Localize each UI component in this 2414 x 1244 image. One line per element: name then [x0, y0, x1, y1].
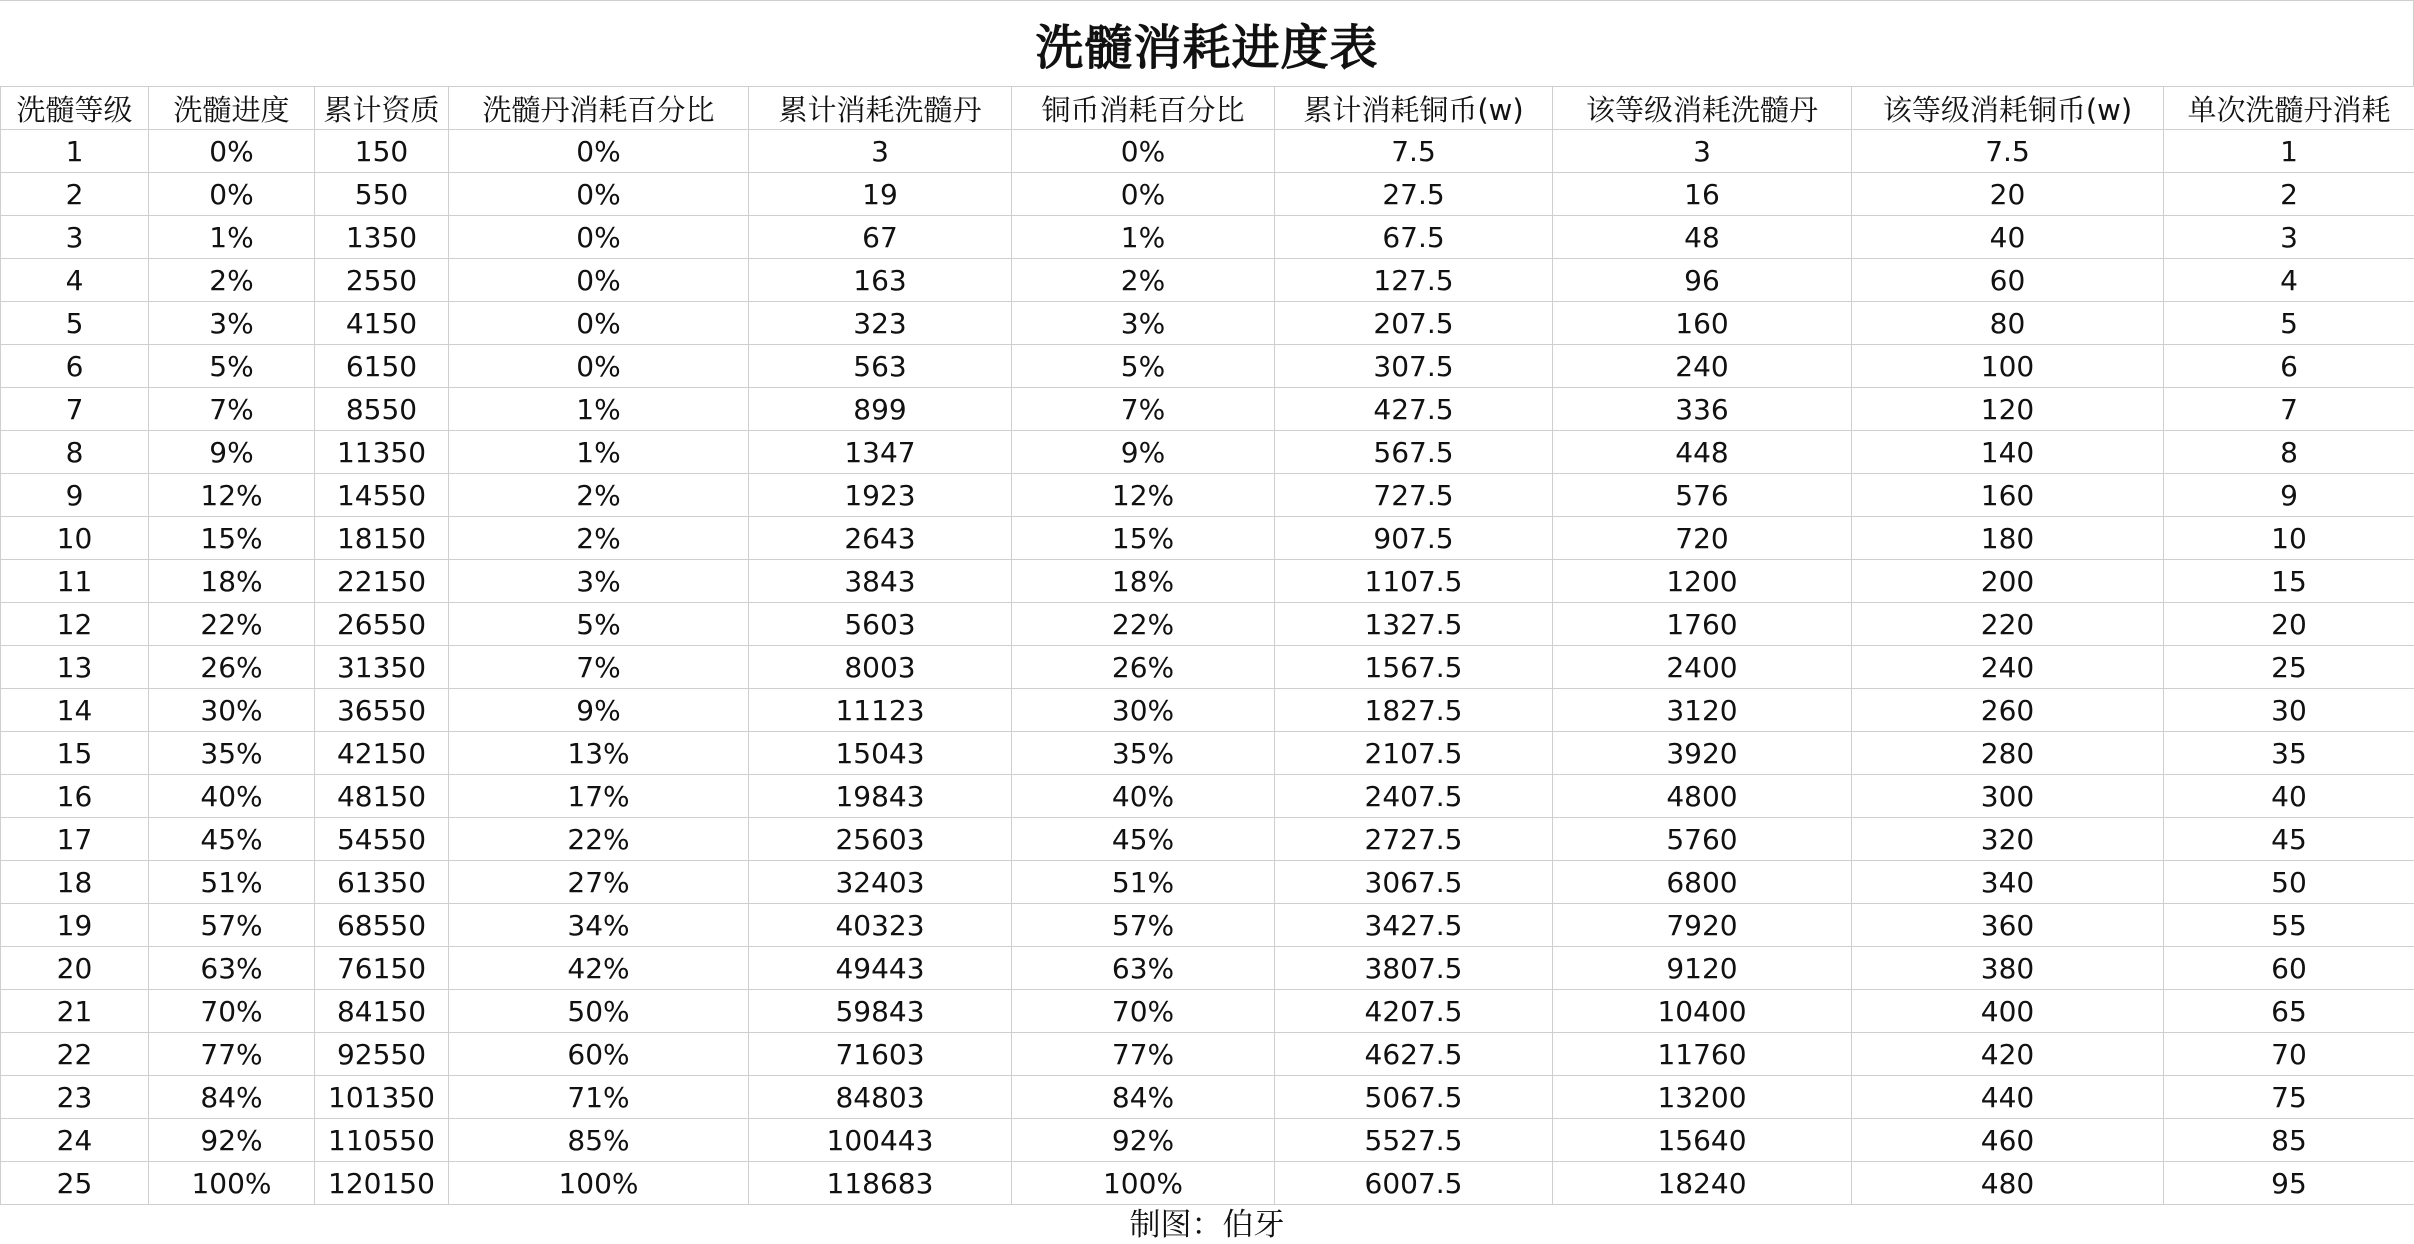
table-cell: 4207.5 — [1275, 990, 1553, 1033]
table-cell: 7.5 — [1275, 130, 1553, 173]
table-cell: 13200 — [1553, 1076, 1852, 1119]
table-cell: 13% — [449, 732, 749, 775]
table-cell: 15640 — [1553, 1119, 1852, 1162]
table-cell: 30% — [1012, 689, 1275, 732]
table-header-row — [1, 87, 2414, 130]
table-cell: 65 — [2164, 990, 2414, 1033]
table-cell: 340 — [1852, 861, 2164, 904]
table-cell: 60 — [1852, 259, 2164, 302]
table-cell: 50% — [449, 990, 749, 1033]
table-cell: 45% — [1012, 818, 1275, 861]
table-cell: 18150 — [315, 517, 449, 560]
table-cell: 907.5 — [1275, 517, 1553, 560]
table-cell: 240 — [1553, 345, 1852, 388]
table-cell: 92550 — [315, 1033, 449, 1076]
table-row — [1, 474, 2414, 517]
table-cell: 61350 — [315, 861, 449, 904]
table-cell: 42150 — [315, 732, 449, 775]
table-row — [1, 603, 2414, 646]
table-cell: 11760 — [1553, 1033, 1852, 1076]
table-cell: 84% — [149, 1076, 315, 1119]
table-cell: 5% — [449, 603, 749, 646]
table-cell: 10400 — [1553, 990, 1852, 1033]
table-row — [1, 560, 2414, 603]
table-cell: 3% — [449, 560, 749, 603]
table-cell: 35% — [1012, 732, 1275, 775]
table-cell: 163 — [749, 259, 1012, 302]
table-cell: 40% — [149, 775, 315, 818]
table-cell: 120 — [1852, 388, 2164, 431]
table-cell: 0% — [449, 173, 749, 216]
table-cell: 2 — [1, 173, 149, 216]
table-cell: 51% — [1012, 861, 1275, 904]
table-cell: 12% — [1012, 474, 1275, 517]
table-row — [1, 130, 2414, 173]
table-cell: 480 — [1852, 1162, 2164, 1205]
table-cell: 427.5 — [1275, 388, 1553, 431]
table-cell: 25 — [2164, 646, 2414, 689]
table-cell: 18% — [1012, 560, 1275, 603]
footer-credit: 制图：伯牙 — [0, 1200, 2414, 1242]
table-cell: 0% — [449, 130, 749, 173]
table-cell: 59843 — [749, 990, 1012, 1033]
table-cell: 1 — [2164, 130, 2414, 173]
table-cell: 3 — [1, 216, 149, 259]
table-cell: 720 — [1553, 517, 1852, 560]
table-cell: 14 — [1, 689, 149, 732]
table-row — [1, 689, 2414, 732]
table-cell: 12 — [1, 603, 149, 646]
table-cell: 70% — [1012, 990, 1275, 1033]
table-cell: 260 — [1852, 689, 2164, 732]
table-cell: 27.5 — [1275, 173, 1553, 216]
table-cell: 160 — [1852, 474, 2164, 517]
table-cell: 0% — [149, 173, 315, 216]
table-cell: 15 — [2164, 560, 2414, 603]
table-cell: 92% — [149, 1119, 315, 1162]
table-cell: 140 — [1852, 431, 2164, 474]
table-row — [1, 646, 2414, 689]
table-cell: 5067.5 — [1275, 1076, 1553, 1119]
table-cell: 22% — [149, 603, 315, 646]
table-cell: 2643 — [749, 517, 1012, 560]
table-cell: 1923 — [749, 474, 1012, 517]
table-cell: 420 — [1852, 1033, 2164, 1076]
table-cell: 3920 — [1553, 732, 1852, 775]
table-cell: 18% — [149, 560, 315, 603]
table-cell: 7% — [149, 388, 315, 431]
table-cell: 4 — [2164, 259, 2414, 302]
table-cell: 45% — [149, 818, 315, 861]
table-cell: 11350 — [315, 431, 449, 474]
table-cell: 440 — [1852, 1076, 2164, 1119]
header-cumulative-coins: 累计消耗铜币(w) — [1275, 87, 1553, 130]
table-cell: 30 — [2164, 689, 2414, 732]
table-cell: 15043 — [749, 732, 1012, 775]
table-row — [1, 775, 2414, 818]
table-cell: 15% — [149, 517, 315, 560]
table-cell: 899 — [749, 388, 1012, 431]
header-progress: 洗髓进度 — [149, 87, 315, 130]
table-body — [1, 130, 2414, 1205]
table-cell: 7% — [1012, 388, 1275, 431]
table-cell: 3807.5 — [1275, 947, 1553, 990]
table-cell: 0% — [449, 345, 749, 388]
table-cell: 2407.5 — [1275, 775, 1553, 818]
table-row — [1, 904, 2414, 947]
table-cell: 6 — [1, 345, 149, 388]
table-cell: 26550 — [315, 603, 449, 646]
table-cell: 280 — [1852, 732, 2164, 775]
table-row — [1, 388, 2414, 431]
table-cell: 8003 — [749, 646, 1012, 689]
table-cell: 40323 — [749, 904, 1012, 947]
table-cell: 60% — [449, 1033, 749, 1076]
table-cell: 35 — [2164, 732, 2414, 775]
table-cell: 40% — [1012, 775, 1275, 818]
table-cell: 26% — [1012, 646, 1275, 689]
table-cell: 95 — [2164, 1162, 2414, 1205]
header-level-pills: 该等级消耗洗髓丹 — [1553, 87, 1852, 130]
table-cell: 2727.5 — [1275, 818, 1553, 861]
table-cell: 9 — [1, 474, 149, 517]
header-level-coins: 该等级消耗铜币(w) — [1852, 87, 2164, 130]
table-cell: 55 — [2164, 904, 2414, 947]
table-cell: 1% — [149, 216, 315, 259]
table-cell: 18240 — [1553, 1162, 1852, 1205]
table-cell: 32403 — [749, 861, 1012, 904]
table-cell: 9% — [449, 689, 749, 732]
table-cell: 100% — [149, 1162, 315, 1205]
table-cell: 77% — [149, 1033, 315, 1076]
table-cell: 48150 — [315, 775, 449, 818]
table-cell: 3 — [749, 130, 1012, 173]
table-cell: 3% — [1012, 302, 1275, 345]
table-row — [1, 861, 2414, 904]
table-cell: 1567.5 — [1275, 646, 1553, 689]
table-cell: 220 — [1852, 603, 2164, 646]
table-cell: 10 — [1, 517, 149, 560]
table-cell: 35% — [149, 732, 315, 775]
table-cell: 5603 — [749, 603, 1012, 646]
table-cell: 3% — [149, 302, 315, 345]
table-row — [1, 732, 2414, 775]
table-row — [1, 216, 2414, 259]
table-cell: 85 — [2164, 1119, 2414, 1162]
table-cell: 101350 — [315, 1076, 449, 1119]
table-cell: 21 — [1, 990, 149, 1033]
table-cell: 100 — [1852, 345, 2164, 388]
table-cell: 57% — [149, 904, 315, 947]
table-cell: 320 — [1852, 818, 2164, 861]
table-cell: 9% — [149, 431, 315, 474]
table-cell: 84% — [1012, 1076, 1275, 1119]
table-row — [1, 1119, 2414, 1162]
table-cell: 1% — [1012, 216, 1275, 259]
table-cell: 576 — [1553, 474, 1852, 517]
table-row — [1, 173, 2414, 216]
table-cell: 80 — [1852, 302, 2164, 345]
header-cumulative-pills: 累计消耗洗髓丹 — [749, 87, 1012, 130]
table-cell: 7920 — [1553, 904, 1852, 947]
table-cell: 71603 — [749, 1033, 1012, 1076]
table-cell: 18 — [1, 861, 149, 904]
table-cell: 6800 — [1553, 861, 1852, 904]
table-cell: 40 — [1852, 216, 2164, 259]
table-cell: 2400 — [1553, 646, 1852, 689]
table-cell: 100% — [1012, 1162, 1275, 1205]
table-cell: 13 — [1, 646, 149, 689]
table-cell: 70 — [2164, 1033, 2414, 1076]
table-cell: 240 — [1852, 646, 2164, 689]
table-cell: 8550 — [315, 388, 449, 431]
table-cell: 49443 — [749, 947, 1012, 990]
table-cell: 550 — [315, 173, 449, 216]
table-cell: 31350 — [315, 646, 449, 689]
table-cell: 6150 — [315, 345, 449, 388]
table-cell: 45 — [2164, 818, 2414, 861]
table-cell: 3120 — [1553, 689, 1852, 732]
table-cell: 16 — [1, 775, 149, 818]
table-cell: 16 — [1553, 173, 1852, 216]
table-cell: 84803 — [749, 1076, 1012, 1119]
table-cell: 48 — [1553, 216, 1852, 259]
table-cell: 54550 — [315, 818, 449, 861]
table-cell: 5 — [1, 302, 149, 345]
table-cell: 19843 — [749, 775, 1012, 818]
progress-table — [0, 86, 2414, 1205]
table-row — [1, 259, 2414, 302]
table-cell: 92% — [1012, 1119, 1275, 1162]
table-cell: 67 — [749, 216, 1012, 259]
table-row — [1, 947, 2414, 990]
table-cell: 120150 — [315, 1162, 449, 1205]
table-row — [1, 302, 2414, 345]
table-cell: 75 — [2164, 1076, 2414, 1119]
table-cell: 27% — [449, 861, 749, 904]
table-cell: 34% — [449, 904, 749, 947]
table-cell: 9120 — [1553, 947, 1852, 990]
table-cell: 71% — [449, 1076, 749, 1119]
table-cell: 0% — [449, 302, 749, 345]
table-cell: 7.5 — [1852, 130, 2164, 173]
table-cell: 19 — [1, 904, 149, 947]
table-row — [1, 990, 2414, 1033]
table-cell: 127.5 — [1275, 259, 1553, 302]
table-cell: 23 — [1, 1076, 149, 1119]
table-cell: 118683 — [749, 1162, 1012, 1205]
table-cell: 9% — [1012, 431, 1275, 474]
table-cell: 0% — [1012, 173, 1275, 216]
table-cell: 7 — [2164, 388, 2414, 431]
table-cell: 11123 — [749, 689, 1012, 732]
table-cell: 19 — [749, 173, 1012, 216]
table-cell: 8 — [2164, 431, 2414, 474]
table-cell: 100% — [449, 1162, 749, 1205]
table-cell: 25 — [1, 1162, 149, 1205]
table-cell: 160 — [1553, 302, 1852, 345]
table-cell: 76150 — [315, 947, 449, 990]
table-cell: 6 — [2164, 345, 2414, 388]
table-cell: 17 — [1, 818, 149, 861]
table-cell: 336 — [1553, 388, 1852, 431]
table-cell: 2 — [2164, 173, 2414, 216]
table-cell: 4800 — [1553, 775, 1852, 818]
table-cell: 7% — [449, 646, 749, 689]
table-cell: 26% — [149, 646, 315, 689]
table-cell: 3843 — [749, 560, 1012, 603]
table-cell: 7 — [1, 388, 149, 431]
header-pill-percent: 洗髓丹消耗百分比 — [449, 87, 749, 130]
table-cell: 12% — [149, 474, 315, 517]
table-cell: 0% — [1012, 130, 1275, 173]
table-cell: 68550 — [315, 904, 449, 947]
table-cell: 5% — [149, 345, 315, 388]
header-level: 洗髓等级 — [1, 87, 149, 130]
table-cell: 57% — [1012, 904, 1275, 947]
table-row — [1, 1076, 2414, 1119]
table-cell: 8 — [1, 431, 149, 474]
table-cell: 4 — [1, 259, 149, 302]
table-cell: 15% — [1012, 517, 1275, 560]
table-cell: 563 — [749, 345, 1012, 388]
table-cell: 3067.5 — [1275, 861, 1553, 904]
table-cell: 5760 — [1553, 818, 1852, 861]
table-cell: 2% — [149, 259, 315, 302]
table-cell: 4627.5 — [1275, 1033, 1553, 1076]
table-cell: 1107.5 — [1275, 560, 1553, 603]
table-cell: 150 — [315, 130, 449, 173]
table-cell: 36550 — [315, 689, 449, 732]
table-cell: 1347 — [749, 431, 1012, 474]
table-cell: 3427.5 — [1275, 904, 1553, 947]
table-cell: 0% — [449, 259, 749, 302]
table-cell: 360 — [1852, 904, 2164, 947]
table-cell: 17% — [449, 775, 749, 818]
table-cell: 40 — [2164, 775, 2414, 818]
table-cell: 15 — [1, 732, 149, 775]
table-cell: 1% — [449, 431, 749, 474]
table-cell: 1350 — [315, 216, 449, 259]
table-row — [1, 818, 2414, 861]
table-cell: 200 — [1852, 560, 2164, 603]
header-cumulative-aptitude: 累计资质 — [315, 87, 449, 130]
table-cell: 42% — [449, 947, 749, 990]
table-cell: 5527.5 — [1275, 1119, 1553, 1162]
table-cell: 2% — [449, 517, 749, 560]
table-cell: 727.5 — [1275, 474, 1553, 517]
page-title: 洗髓消耗进度表 — [0, 0, 2414, 86]
table-cell: 1827.5 — [1275, 689, 1553, 732]
table-cell: 1760 — [1553, 603, 1852, 646]
table-cell: 3 — [1553, 130, 1852, 173]
table-cell: 51% — [149, 861, 315, 904]
table-cell: 22 — [1, 1033, 149, 1076]
table-cell: 77% — [1012, 1033, 1275, 1076]
table-cell: 63% — [149, 947, 315, 990]
table-cell: 5 — [2164, 302, 2414, 345]
table-cell: 70% — [149, 990, 315, 1033]
table-cell: 22% — [449, 818, 749, 861]
table-cell: 3 — [2164, 216, 2414, 259]
table-cell: 14550 — [315, 474, 449, 517]
table-cell: 60 — [2164, 947, 2414, 990]
table-cell: 0% — [449, 216, 749, 259]
table-cell: 63% — [1012, 947, 1275, 990]
table-cell: 0% — [149, 130, 315, 173]
table-cell: 380 — [1852, 947, 2164, 990]
table-row — [1, 517, 2414, 560]
table-cell: 2107.5 — [1275, 732, 1553, 775]
table-cell: 180 — [1852, 517, 2164, 560]
table-cell: 567.5 — [1275, 431, 1553, 474]
table-cell: 22150 — [315, 560, 449, 603]
table-cell: 11 — [1, 560, 149, 603]
table-cell: 6007.5 — [1275, 1162, 1553, 1205]
table-cell: 84150 — [315, 990, 449, 1033]
table-cell: 20 — [1852, 173, 2164, 216]
table-cell: 24 — [1, 1119, 149, 1162]
header-coin-percent: 铜币消耗百分比 — [1012, 87, 1275, 130]
table-cell: 100443 — [749, 1119, 1012, 1162]
table-cell: 10 — [2164, 517, 2414, 560]
table-cell: 2550 — [315, 259, 449, 302]
table-cell: 1% — [449, 388, 749, 431]
table-cell: 323 — [749, 302, 1012, 345]
table-cell: 1 — [1, 130, 149, 173]
table-cell: 85% — [449, 1119, 749, 1162]
table-row — [1, 1033, 2414, 1076]
table-cell: 20 — [1, 947, 149, 990]
table-cell: 460 — [1852, 1119, 2164, 1162]
table-cell: 307.5 — [1275, 345, 1553, 388]
table-cell: 22% — [1012, 603, 1275, 646]
table-cell: 400 — [1852, 990, 2164, 1033]
table-cell: 1327.5 — [1275, 603, 1553, 646]
table-cell: 207.5 — [1275, 302, 1553, 345]
table-cell: 5% — [1012, 345, 1275, 388]
table-cell: 67.5 — [1275, 216, 1553, 259]
table-cell: 25603 — [749, 818, 1012, 861]
table-cell: 50 — [2164, 861, 2414, 904]
table-cell: 300 — [1852, 775, 2164, 818]
table-cell: 9 — [2164, 474, 2414, 517]
table-cell: 110550 — [315, 1119, 449, 1162]
table-row — [1, 431, 2414, 474]
header-single-pill-cost: 单次洗髓丹消耗 — [2164, 87, 2414, 130]
table-cell: 96 — [1553, 259, 1852, 302]
table-cell: 448 — [1553, 431, 1852, 474]
table-cell: 30% — [149, 689, 315, 732]
table-cell: 2% — [1012, 259, 1275, 302]
table-cell: 2% — [449, 474, 749, 517]
table-cell: 4150 — [315, 302, 449, 345]
table-cell: 1200 — [1553, 560, 1852, 603]
table-cell: 20 — [2164, 603, 2414, 646]
table-row — [1, 345, 2414, 388]
